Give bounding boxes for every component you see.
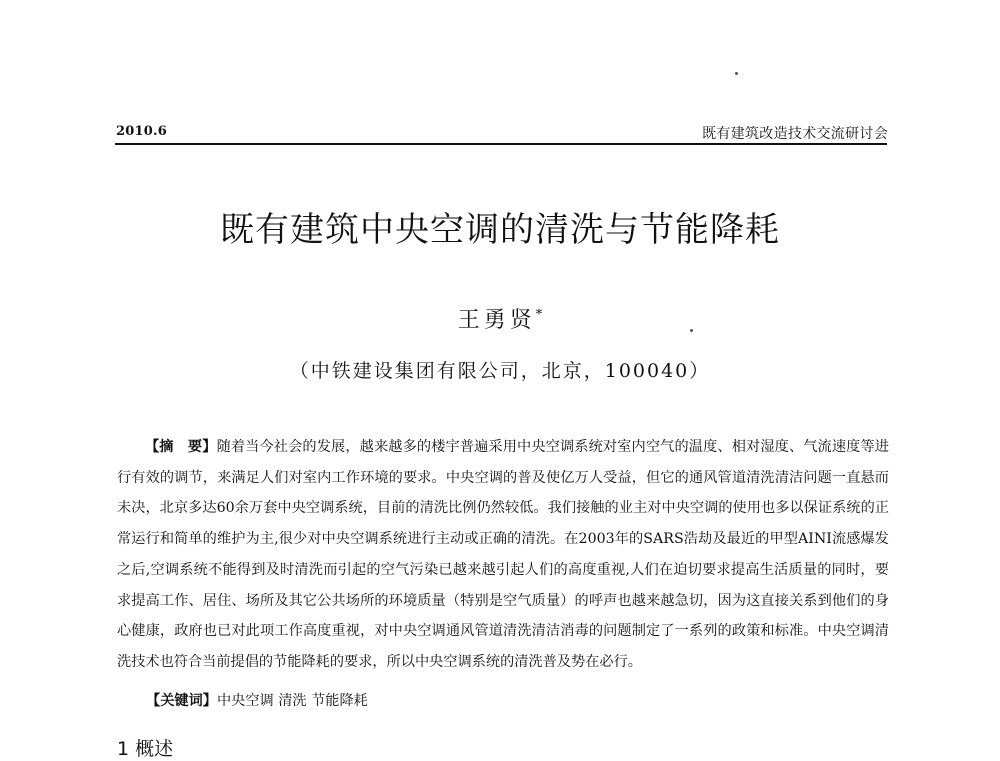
author-footnote-mark: * <box>535 307 543 323</box>
author-name: 王勇贤 <box>457 308 536 333</box>
author-affiliation: （中铁建设集团有限公司，北京，100040） <box>289 360 711 382</box>
paper-title: 既有建筑中央空调的清洗与节能降耗 <box>220 210 780 250</box>
abstract-label: 【摘 要】 <box>145 439 217 455</box>
keywords-label: 【关键词】 <box>146 693 217 709</box>
section-heading: 1 概述 <box>117 738 174 760</box>
keywords-text: 中央空调 清洗 节能降耗 <box>216 693 368 709</box>
scan-speck <box>690 329 693 332</box>
header-journal: 既有建筑改造技术交流研讨会 <box>702 126 888 142</box>
scan-speck <box>735 72 738 75</box>
abstract-paragraph <box>117 432 889 678</box>
header-date: 2010.6 <box>116 124 167 139</box>
author-line <box>0 303 1000 334</box>
keywords-line <box>146 690 368 710</box>
header-rule <box>115 143 887 145</box>
abstract-text: 随着当今社会的发展，越来越多的楼宇普遍采用中央空调系统对室内空气的温度、相对湿度、气流速度等进行有效的调节，来满足人们对室内工作环境的要求。中央空调的普及使亿万人受益，但它的通风管道清洗清洁问题一直悬而未决，北京多达60余万套中央空调系统，目前的清洗比例仍然较低。我们接触的业主对中央空调的使用也多以保证系统的正常运行和简单的维护为主,很少对中央空调系统进行主动或正确的清洗。在2003年的SARS浩劫及最近的甲型AINI流感爆发之后,空调系统不能得到及时清洗而引起的空气污染已越来越引起人们的高度重视,人们在迫切要求提高生活质量的同时，要求提高工作、居住、场所及其它公共场所的环境质量（特别是空气质量）的呼声也越来越急切，因为这直接关系到他们的身心健康，政府也已对此项工作高度重视，对中央空调通风管道清洗清洁消毒的问题制定了一系列的政策和标准。中央空调清洗技术也符合当前提倡的节能降耗的要求，所以中央空调系统的清洗普及势在必行。 <box>117 439 889 670</box>
